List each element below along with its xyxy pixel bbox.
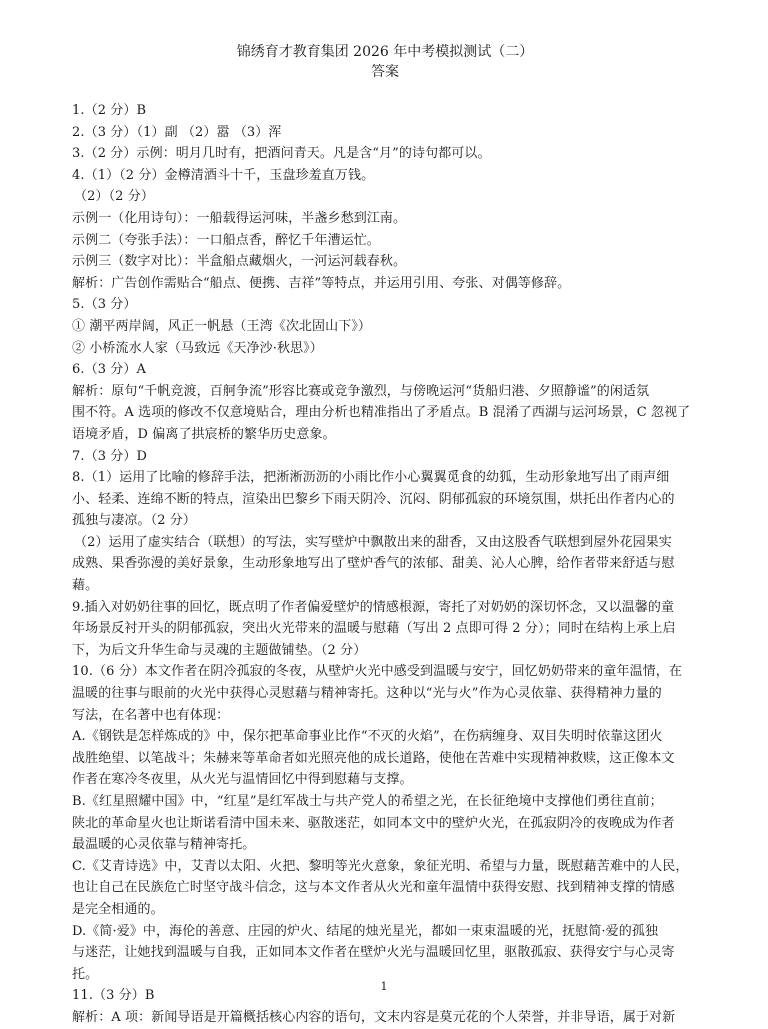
answer-line: 也让自己在民族危亡时坚守战斗信念，这与本文作者从火光和童年温情中获得安慰、找到精神支撑的情感 [72, 880, 675, 896]
answer-line: 10.（6 分）本文作者在阴冷孤寂的冬夜，从壁炉火光中感受到温暖与安宁，回忆奶奶带来的童年温情，在 [72, 664, 682, 680]
answer-line: 4.（1）（2 分）金樽清酒斗十千，玉盘珍羞直万钱。 [72, 167, 375, 183]
answer-line: 3.（2 分）示例：明月几时有，把酒问青天。凡是含“月”的诗句都可以。 [72, 146, 491, 162]
answer-line: 写法，在名著中也有体现： [72, 707, 230, 723]
answer-line: 解析：A 项：新闻导语是开篇概括核心内容的语句，文末内容是莫元花的个人荣誉，并非导语，属于对新 [72, 1009, 676, 1025]
answer-line: 解析：广告创作需贴合“船点、便携、吉祥”等特点，并运用引用、夸张、对偶等修辞。 [72, 275, 571, 291]
answer-line: 2.（3 分）（1）副 （2）嚣 （3）浑 [72, 124, 282, 140]
answer-line: （2）（2 分） [74, 189, 154, 205]
answer-line: 下，为后文升华生命与灵魂的主题做铺垫。（2 分） [72, 642, 367, 658]
answer-line: 11.（3 分）B [72, 988, 155, 1004]
answer-line: 与迷茫，让她找到温暖与自我，正如同本文作者在壁炉火光与温暖回忆里，驱散孤寂、获得安宁与心灵寄 [72, 945, 675, 961]
answer-line: 孤独与凄凉。（2 分） [72, 513, 197, 529]
answer-line: 藉。 [72, 578, 99, 594]
answer-line: 陕北的革命星火也让斯诺看清中国未来、驱散迷茫，如同本文中的壁炉火光，在孤寂阴冷的夜晚成为作者 [72, 815, 675, 831]
answer-line: 年场景反衬开头的阴郁孤寂，突出火光带来的温暖与慰藉（写出 2 点即可得 2 分）；同时在结构上承上启 [72, 621, 676, 637]
answer-line: 托。 [72, 966, 99, 982]
document-title: 锦绣育才教育集团 2026 年中考模拟测试（二） [236, 44, 534, 60]
answer-line: 5.（3 分） [72, 297, 137, 313]
answer-line: 成熟、果香弥漫的美好景象，生动形象地写出了壁炉香气的浓郁、甜美、沁人心脾，给作者带来舒适与慰 [72, 556, 675, 572]
answer-body [72, 100, 698, 1029]
answer-line: ① 潮平两岸阔，风正一帆悬（王湾《次北固山下》） [72, 318, 372, 334]
page-number: 1 [380, 980, 388, 993]
answer-line: 示例一（化用诗句）：一船载得运河味，半盏乡愁到江南。 [72, 210, 407, 226]
answer-line: 最温暖的心灵依靠与精神寄托。 [72, 837, 256, 853]
answer-line: 7.（3 分）D [72, 448, 148, 464]
answer-line: A.《钢铁是怎样炼成的》中，保尔把革命事业比作“不灭的火焰”，在伤病缠身、双目失明时依靠这团火 [72, 729, 663, 745]
answer-line: B.《红星照耀中国》中，“红星”是红军战士与共产党人的希望之光，在长征绝境中支撑他们勇往直前； [72, 794, 663, 809]
answer-line: 8.（1）运用了比喻的修辞手法，把淅淅沥沥的小雨比作小心翼翼觅食的幼狐，生动形象地写出了雨声细 [72, 470, 670, 486]
answer-line: 作者在寒冷冬夜里，从火光与温情回忆中得到慰藉与支撑。 [72, 772, 413, 788]
answer-line: 是完全相通的。 [72, 901, 164, 917]
answer-line: 围不符。A 选项的修改不仅意境贴合，理由分析也精准指出了矛盾点。B 混淆了西湖与运河场景，C 忽视了 [72, 405, 691, 421]
answer-line: C.《艾青诗选》中，艾青以太阳、火把、黎明等光火意象，象征光明、希望与力量，既慰藉苦难中的人民， [72, 858, 689, 874]
answer-line: 示例二（夸张手法）：一口船点香，醉忆千年漕运忙。 [72, 232, 380, 248]
answer-line: ② 小桥流水人家（马致远《天净沙·秋思》） [72, 340, 323, 356]
answer-line: 示例三（数字对比）：半盒船点藏烟火，一河运河载春秋。 [72, 254, 407, 270]
document-subtitle: 答案 [371, 64, 399, 80]
answer-line: 9.插入对奶奶往事的回忆，既点明了作者偏爱壁炉的情感根源，寄托了对奶奶的深切怀念，又以温馨的童 [72, 599, 675, 615]
answer-line: 温暖的往事与眼前的火光中获得心灵慰藉与精神寄托。这种以“光与火”作为心灵依靠、获得精神力量的 [72, 686, 662, 702]
answer-line: （2）运用了虚实结合（联想）的写法，实写壁炉中飘散出来的甜香，又由这股香气联想到屋外花园果实 [74, 534, 672, 550]
answer-line: 战胜绝望、以笔战斗；朱赫来等革命者如光照亮他的成长道路，使他在苦难中实现精神救赎，这正像本文 [72, 750, 675, 766]
answer-line: 小、轻柔、连绵不断的特点，渲染出巴黎乡下雨天阴冷、沉闷、阴郁孤寂的环境氛围，烘托出作者内心的 [72, 491, 675, 507]
answer-line: 语境矛盾，D 偏离了拱宸桥的繁华历史意象。 [72, 426, 336, 442]
answer-line: 解析：原句“千帆竞渡，百舸争流”形容比赛或竞争激烈，与傍晚运河“货船归港、夕照静谧”的闲适氛 [72, 383, 650, 399]
answer-line: D.《简·爱》中，海伦的善意、庄园的炉火、结尾的烛光星光，都如一束束温暖的光，抚慰简·爱的孤独 [72, 923, 659, 939]
answer-line: 6.（3 分）A [72, 362, 146, 378]
answer-line: 1.（2 分）B [72, 103, 147, 118]
